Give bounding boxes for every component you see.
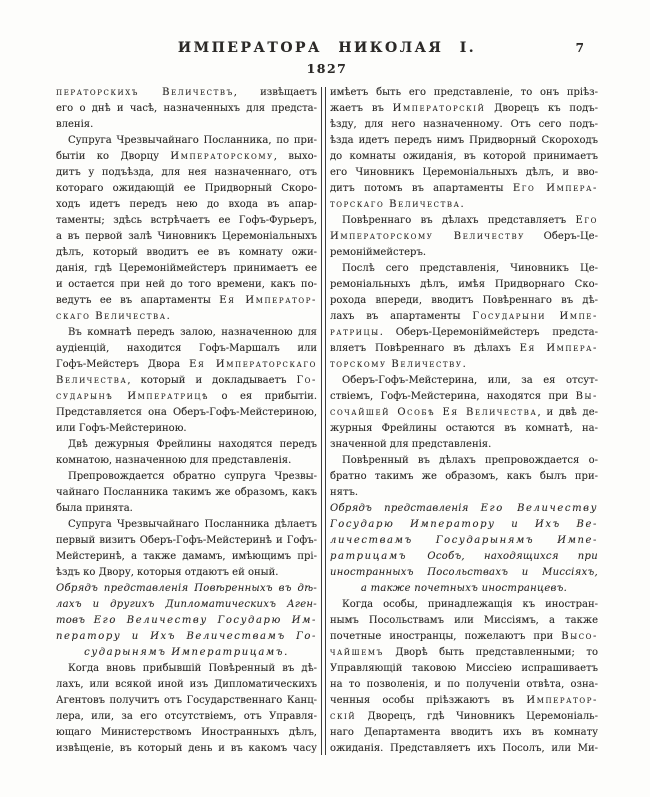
text-segment: Дворѣ быть представленными; то [383,647,598,658]
text-line [330,101,598,117]
text-segment: Въ комнатѣ передъ залою, назначенною для [68,327,317,338]
text-segment: Когда особы, принадлежащія къ иностран- [342,599,598,610]
small-caps-text: чайшемъ [330,647,384,658]
text-line [56,741,317,757]
text-line [56,581,317,597]
text-segment: данія, гдѣ Церемоніймейстеръ принимаетъ ее [56,263,317,274]
text-line [56,133,317,149]
column-divider [321,87,326,755]
text-line [56,389,317,405]
text-segment: Оберъ-Гофъ-Мейстерина, или, за ея отсут- [342,375,598,386]
text-segment: его Чиновникъ Церемоніальныхъ дѣлъ, и вво- [330,167,598,178]
text-segment: ѣзду, для него назначенному. Отъ сего подъ- [330,119,598,130]
text-line [56,229,317,245]
text-line [56,341,317,357]
year-heading: 1827 [306,61,348,76]
text-segment: лахъ, или всякой иной изъ Дипломатическихъ [56,679,317,690]
text-segment: вленія. [56,119,94,130]
text-line [56,645,317,661]
text-segment: аудіенцій, находится Гофъ-Маршалъ или [56,343,317,354]
text-line [330,629,598,645]
text-segment: была принята. [56,503,133,514]
text-line [330,357,598,373]
text-line [56,501,317,517]
text-segment: Дворецъ, гдѣ Чиновникъ Церемоніаль- [356,711,598,722]
page-number: 7 [575,41,584,55]
text-line [330,325,598,341]
text-segment: ѣзда идетъ передъ нимъ Придворный Скороходъ [330,135,598,146]
text-line [330,533,598,549]
text-line [56,693,317,709]
text-line [330,693,598,709]
text-segment: лахъ и другихъ Дипломатическихъ Аген- [56,599,317,610]
text-line [56,245,317,261]
text-segment: Гофъ-Мейстеръ Двора [56,359,190,370]
text-segment: комнатою, назначенною для представленія. [56,455,292,466]
text-line [56,357,317,373]
text-segment: таменты; здѣсь встрѣчаетъ ее Гофъ-Фурьеръ, [56,215,317,226]
text-segment: Мейстеринѣ, а также дамамъ, имѣющимъ прі- [56,551,317,562]
text-segment: товъ [56,615,94,626]
text-line [56,597,317,613]
text-segment: , извѣщаетъ [233,87,317,98]
text-line [330,581,598,597]
text-line [330,261,598,277]
text-segment: журныя Фрейлины остаются въ комнатѣ, на- [330,423,598,434]
text-segment: до комнаты ожиданія, въ которой принимаетъ [330,151,598,162]
text-segment: иностранныхъ Посольствахъ и Миссіяхъ, [330,567,598,578]
text-segment: ремоніальныхъ дѣлъ, имѣя Придворнаго Ско- [330,279,598,290]
small-caps-text: ператорскихъ [56,87,139,98]
text-segment: или Гофъ-Мейстериною. [56,423,187,434]
text-segment: первый визитъ Оберъ-Гофъ-Мейстеринѣ и Гофъ- [56,535,317,546]
spread-italic-text: ратрицамъ [330,551,428,562]
text-line [330,85,598,101]
text-line [56,181,317,197]
text-line [56,101,317,117]
text-line [56,117,317,133]
text-segment: нымъ Посольствамъ или Миссіямъ, а также [330,615,598,626]
text-line [56,469,317,485]
text-line [330,437,598,453]
text-segment: ченныя особы пріѣзжаютъ въ [330,695,527,706]
text-segment: ходъ идетъ передъ нею до входа въ апар- [56,199,317,210]
text-line [330,421,598,437]
text-segment: лахъ въ апартаменты [330,311,473,322]
text-line [330,501,598,517]
spread-italic-text: ператору и Ихъ Величествамъ Го- [56,631,317,642]
small-caps-text: Величества [56,375,128,386]
text-segment: Оберъ-Це- [524,231,598,242]
text-segment: извѣщеніе, въ который день и въ какомъ часу [56,743,317,754]
text-line [56,261,317,277]
small-caps-text: Высо- [561,631,598,642]
text-segment: братно такимъ же образомъ, какъ былъ при- [330,471,598,482]
text-segment: вляетъ Повѣреннаго въ дѣлахъ [330,343,520,354]
page-title: ИМПЕРАТОРА НИКОЛАЯ I. [177,40,477,56]
small-caps-text: Вы- [575,391,598,402]
text-segment: ющаго Министерствомъ Иностранныхъ дѣлъ, [56,727,317,738]
text-line [56,629,317,645]
text-segment: а въ первой залѣ Чиновникъ Церемоніальныхъ [56,231,317,242]
small-caps-text: Императорскому Величеству [330,231,525,242]
spread-italic-text: сударынямъ Императрицамъ. [84,647,289,658]
text-line [330,613,598,629]
text-segment: жаетъ въ [330,103,393,114]
text-segment: о ея прибытіи. [208,391,317,402]
text-line [330,405,598,421]
text-segment: его о днѣ и часѣ, назначенныхъ для предста- [56,103,317,114]
text-line [56,549,317,565]
text-segment: рохода впереди, вводитъ Повѣреннаго въ дѣ- [330,295,598,306]
small-caps-text: сударынѣ Императрицѣ [56,391,209,402]
text-segment: наго Департамента вводитъ ихъ въ комнату [330,727,598,738]
small-caps-text: Его Импера- [512,183,598,194]
text-line [330,741,598,757]
text-line [56,197,317,213]
text-segment: дитъ у подъѣзда, для нея назначеннаго, отъ [56,167,317,178]
text-line [330,373,598,389]
text-segment: , и двѣ де- [537,407,598,418]
text-line [330,597,598,613]
text-line [56,405,317,421]
text-line [56,293,317,309]
text-line [330,229,598,245]
small-caps-text: Ея Император- [219,295,317,306]
text-segment: котораго ожидающій ее Придворный Скоро- [56,183,317,194]
left-column [56,85,317,757]
text-segment: Супруга Чрезвычайнаго Посланника, по при- [68,135,317,146]
text-line [330,213,598,229]
text-line [330,645,598,661]
text-line [330,197,598,213]
text-line [56,421,317,437]
text-line [330,725,598,741]
text-line [330,277,598,293]
text-segment: дитъ потомъ въ апартаменты [330,183,513,194]
text-line [330,661,598,677]
text-line [330,677,598,693]
text-segment: а также почетныхъ иностранцевъ. [360,583,568,594]
text-line [330,309,598,325]
text-line [330,517,598,533]
text-segment: . Оберъ-Церемоніймейстеръ предста- [379,327,598,338]
text-segment: Супруга Чрезвычайнаго Посланника дѣлаетъ [68,519,317,530]
text-line [56,709,317,725]
text-line [330,469,598,485]
text-segment [139,87,162,98]
text-segment: Двѣ дежурныя Фрейлины находятся передъ [68,439,317,450]
text-segment: Повѣреннаго въ дѣлахъ представляетъ [342,215,576,226]
text-line [330,293,598,309]
text-segment: ремоніймейстеръ. [330,247,427,258]
small-caps-text: Государыни Импе- [472,311,598,322]
small-caps-text: Император- [526,695,598,706]
small-caps-text: скаго Величества [56,311,167,322]
text-line [330,117,598,133]
text-segment: ѣздъ ко Двору, которыя отдаютъ ей оный. [56,567,279,578]
small-caps-text: ратрицы [330,327,380,338]
text-line [330,453,598,469]
text-segment: ведутъ ее въ апартаменты [56,295,220,306]
text-line [330,389,598,405]
text-line [330,565,598,581]
text-line [330,245,598,261]
text-line [56,517,317,533]
small-caps-text: Ея Императорскаго [189,359,317,370]
text-line [330,485,598,501]
text-block [56,85,598,761]
text-line [330,133,598,149]
text-segment: Послѣ сего представленія, Чиновникъ Це- [342,263,598,274]
text-line [56,437,317,453]
running-head [56,40,598,56]
small-caps-text: торскаго Величества [330,199,461,210]
text-segment: чайнаго Посланника такимъ же образомъ, какъ [56,487,317,498]
text-line [330,149,598,165]
text-segment: почетные иностранцы, пожелаютъ при [330,631,562,642]
text-line [330,165,598,181]
text-segment: имѣетъ быть его представленіе, то онъ пріѣз- [330,87,598,98]
small-caps-text: Императорскому [170,151,274,162]
small-caps-text: торскому Величеству [330,359,463,370]
text-segment: . [166,311,170,322]
text-segment: дѣлъ, который вводитъ ее въ комнату ожи- [56,247,317,258]
small-caps-text: скій [330,711,357,722]
text-segment: нятъ. [330,487,359,498]
small-caps-text: Величествъ [162,87,234,98]
text-line [56,661,317,677]
small-caps-text: Императорскій [392,103,486,114]
text-line [56,309,317,325]
text-segment: , выхо- [273,151,317,162]
spread-italic-text: Его Величеству [480,503,598,514]
text-segment: Представляется она Оберъ-Гофъ-Мейстериною, [56,407,317,418]
text-segment: ожиданія. Представляетъ ихъ Посолъ, или Ми- [330,743,598,754]
text-line [56,325,317,341]
text-line [56,725,317,741]
text-segment: Повѣренный въ дѣлахъ препровождается о- [342,455,598,466]
text-line [56,149,317,165]
text-segment: ствіемъ, Гофъ-Мейстерина, находятся при [330,391,576,402]
text-segment: и остается при ней до того времени, какъ по- [56,279,317,290]
text-line [56,85,317,101]
small-caps-text: Го- [296,375,317,386]
text-line [330,549,598,565]
text-segment: Обрядъ представленія [330,503,481,514]
spread-italic-text: Его Величеству Государю Им- [93,615,317,626]
text-line [330,709,598,725]
text-segment: Особъ, находящихся при [427,551,598,562]
text-segment: , который и докладываетъ [127,375,297,386]
text-segment: Препровождается обратно супруга Чрезвы- [68,471,317,482]
text-line [56,677,317,693]
spread-italic-text: Государю Императору и Ихъ Ве- [330,519,598,530]
text-line [56,165,317,181]
text-line [56,453,317,469]
text-line [330,341,598,357]
text-line [56,565,317,581]
small-caps-text: Его [575,215,598,226]
text-line [56,485,317,501]
text-line [56,373,317,389]
text-segment: Агентовъ получитъ отъ Государственнаго Канц- [56,695,317,706]
text-segment: Когда вновь прибывшій Повѣренный въ дѣ- [68,663,317,674]
text-line [56,533,317,549]
right-column [330,85,598,757]
text-line [56,277,317,293]
small-caps-text: Ея Импера- [519,343,598,354]
text-segment: лера, или, за его отсутствіемъ, отъ Управля- [56,711,317,722]
text-segment: на то позволенія, и по полученіи отвѣта, озна- [330,679,598,690]
text-segment: значенной для представленія. [330,439,492,450]
text-segment: Управляющій таковою Миссіею испрашиваетъ [330,663,598,674]
text-line [56,613,317,629]
text-line [330,181,598,197]
text-line [56,213,317,229]
spread-italic-text: личествамъ Государынямъ Импе- [330,535,598,546]
small-caps-text: сочайшей Особѣ Ея Величества [330,407,538,418]
text-segment: . [462,359,466,370]
text-segment: Обрядъ представленія Повѣренныхъ въ дѣ- [56,583,317,594]
text-segment: бытіи ко Дворцу [56,151,171,162]
text-segment: Дворецъ къ подъ- [485,103,598,114]
text-segment: . [460,199,464,210]
